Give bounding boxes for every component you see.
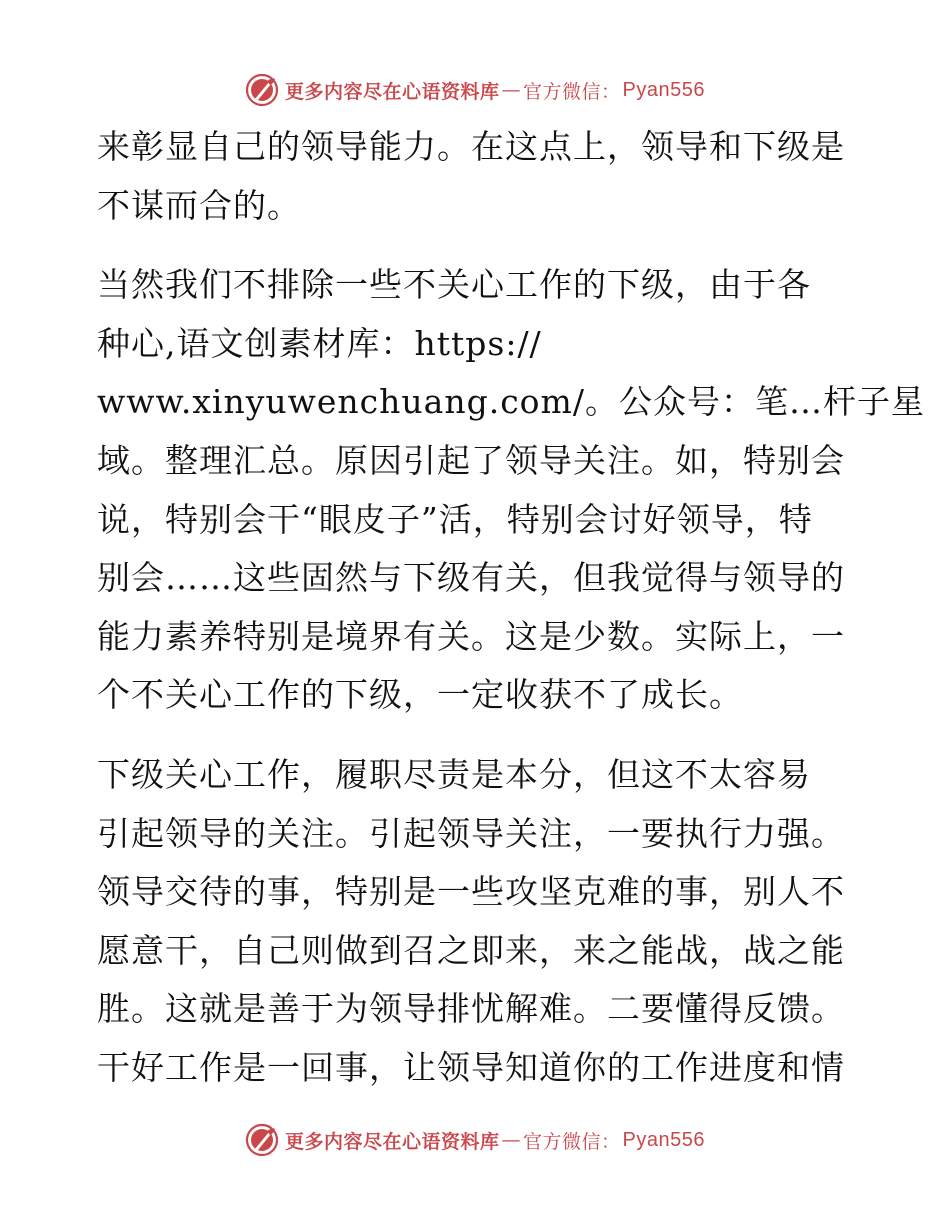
banner-separator: — xyxy=(501,1129,522,1151)
text-line: 能力素养特别是境界有关。这是少数。实际上，一 xyxy=(97,616,845,656)
quill-pen-logo-icon xyxy=(245,73,279,107)
footer-banner xyxy=(0,1120,950,1160)
text-line: 干好工作是一回事，让领导知道你的工作进度和情 xyxy=(97,1047,845,1087)
document-body xyxy=(97,118,925,1098)
paragraph-2 xyxy=(97,256,925,725)
paragraph-1 xyxy=(97,118,857,235)
text-line: 下级关心工作，履职尽责是本分，但这不太容易 xyxy=(97,754,811,794)
text-line: 来彰显自己的领导能力。在这点上，领导和下级是 xyxy=(97,127,845,166)
banner-site-text: 更多内容尽在心语资料库 xyxy=(285,1130,500,1153)
text-line: 域。整理汇总。原因引起了领导关注。如，特别会 xyxy=(97,440,845,480)
text-line: 种心,语文创素材库：https:// xyxy=(97,323,542,363)
header-banner xyxy=(0,70,950,110)
text-line: 别会……这些固然与下级有关，但我觉得与领导的 xyxy=(97,558,845,598)
text-line: 胜。这就是善于为领导排忧解难。二要懂得反馈。 xyxy=(97,989,845,1029)
text-line: 当然我们不排除一些不关心工作的下级，由于各 xyxy=(97,265,811,305)
text-line: 说，特别会干“眼皮子”活，特别会讨好领导，特 xyxy=(97,499,813,539)
paragraph-gap xyxy=(97,235,857,256)
banner-separator: — xyxy=(501,79,522,101)
text-line: 领导交待的事，特别是一些攻坚克难的事，别人不 xyxy=(97,872,845,912)
banner-wechat-label: 官方微信： xyxy=(523,1130,621,1153)
banner-site-text: 更多内容尽在心语资料库 xyxy=(285,80,500,103)
text-line: www.xinyuwenchuang.com/。公众号：笔…杆子星 xyxy=(97,382,925,422)
banner-wechat-id: Pyan556 xyxy=(622,78,705,101)
text-line: 愿意干，自己则做到召之即来，来之能战，战之能 xyxy=(97,930,845,970)
paragraph-gap xyxy=(97,725,857,746)
text-line: 个不关心工作的下级，一定收获不了成长。 xyxy=(97,675,743,715)
text-line: 不谋而合的。 xyxy=(97,185,301,225)
text-line: 引起领导的关注。引起领导关注，一要执行力强。 xyxy=(97,813,845,853)
banner-wechat-label: 官方微信： xyxy=(523,80,621,103)
paragraph-3 xyxy=(97,746,857,1098)
quill-pen-logo-icon xyxy=(245,1123,279,1157)
banner-wechat-id: Pyan556 xyxy=(622,1128,705,1151)
